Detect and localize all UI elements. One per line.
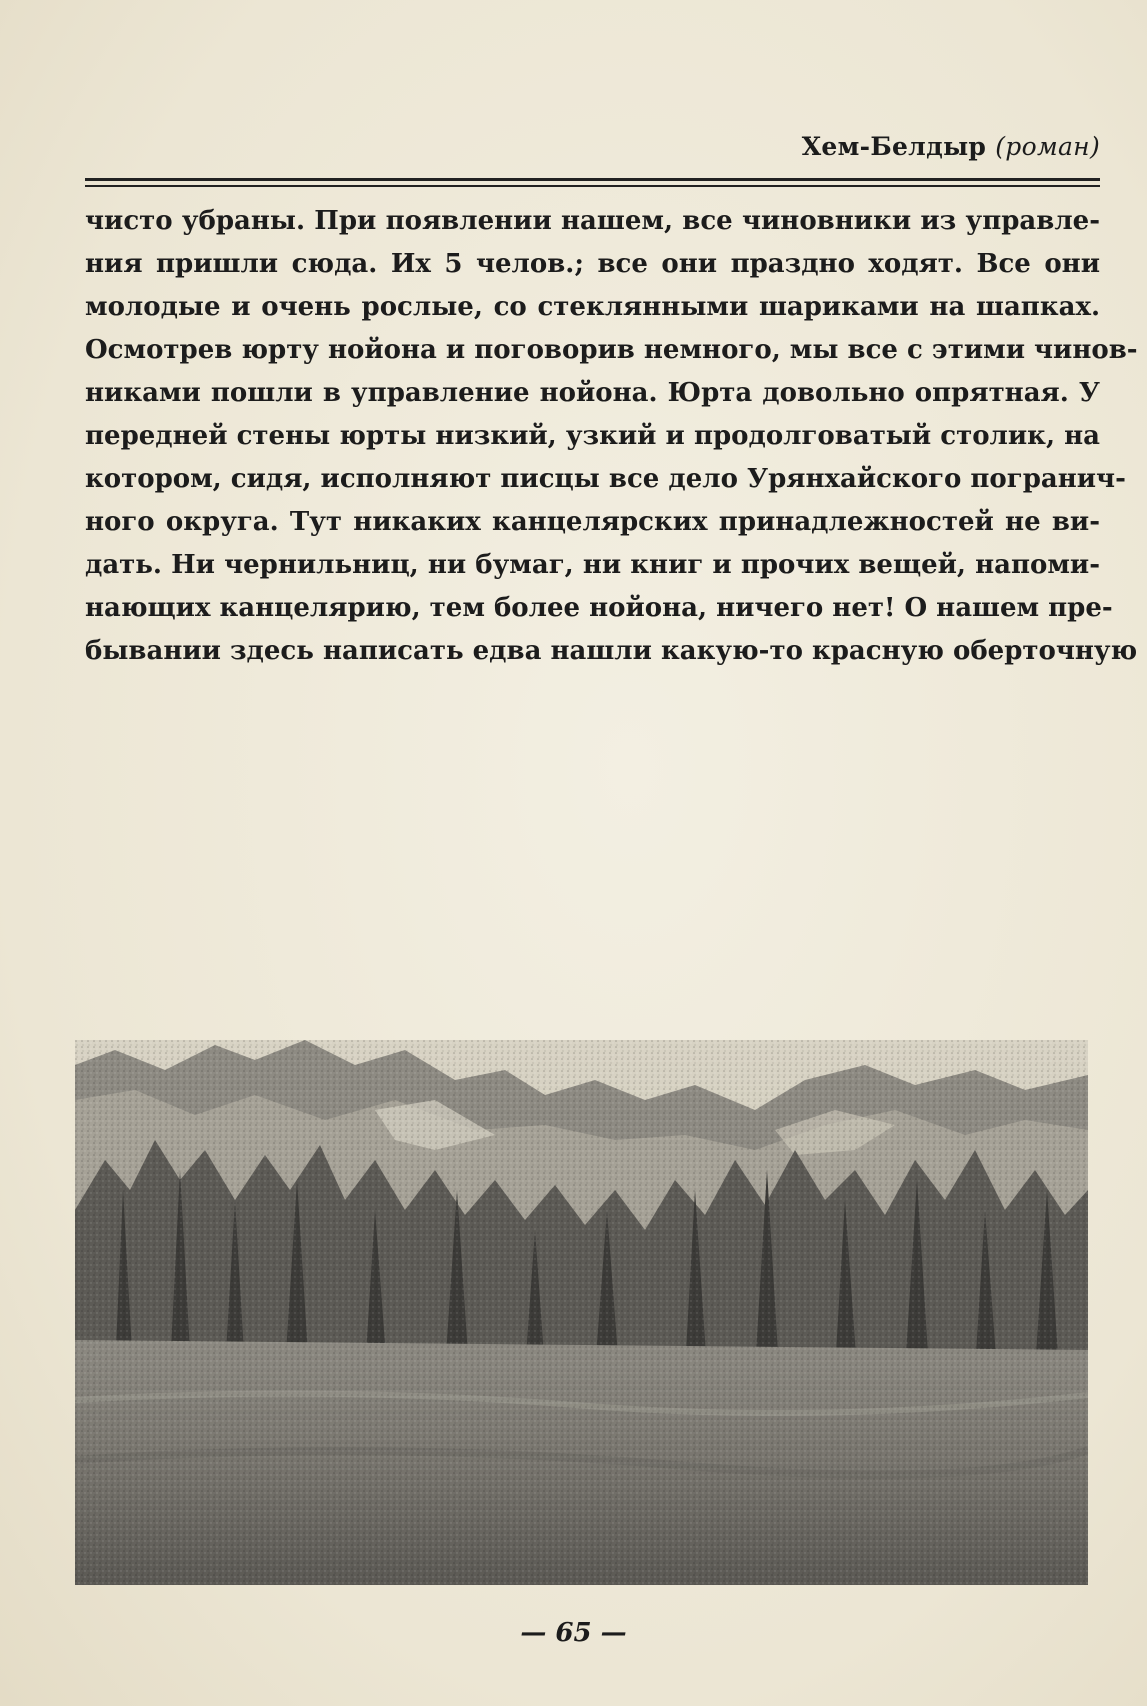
page-number: — 65 — [520, 1618, 627, 1648]
header-rule-thin [85, 185, 1100, 187]
landscape-photo-icon [75, 1040, 1088, 1585]
text-line: Осмотрев юрту нойона и поговорив немного, мы все с этими чинов- [85, 335, 1138, 365]
text-line: дать. Ни чернильниц, ни бумаг, ни книг и прочих вещей, напоми- [85, 550, 1100, 580]
body-text [85, 200, 1138, 673]
header-rule-thick [85, 178, 1100, 181]
text-line: ния пришли сюда. Их 5 челов.; все они праздно ходят. Все они [85, 249, 1100, 279]
header-title: Хем-Белдыр [801, 132, 987, 161]
text-line: котором, сидя, исполняют писцы все дело Урянхайского погранич- [85, 464, 1126, 494]
text-line: молодые и очень рослые, со стеклянными шариками на шапках. [85, 292, 1100, 322]
running-header [85, 132, 1100, 161]
text-line: никами пошли в управление нойона. Юрта довольно опрятная. У [85, 378, 1100, 408]
text-line: чисто убраны. При появлении нашем, все чиновники из управле- [85, 206, 1100, 236]
text-line: ного округа. Тут никаких канцелярских принадлежностей не ви- [85, 507, 1100, 537]
text-line: передней стены юрты низкий, узкий и продолговатый столик, на [85, 421, 1100, 451]
text-line: бывании здесь написать едва нашли какую-то красную оберточную [85, 636, 1138, 666]
text-line: нающих канцелярию, тем более нойона, ничего нет! О нашем пре- [85, 593, 1113, 623]
header-subtitle: (роман) [995, 132, 1100, 161]
